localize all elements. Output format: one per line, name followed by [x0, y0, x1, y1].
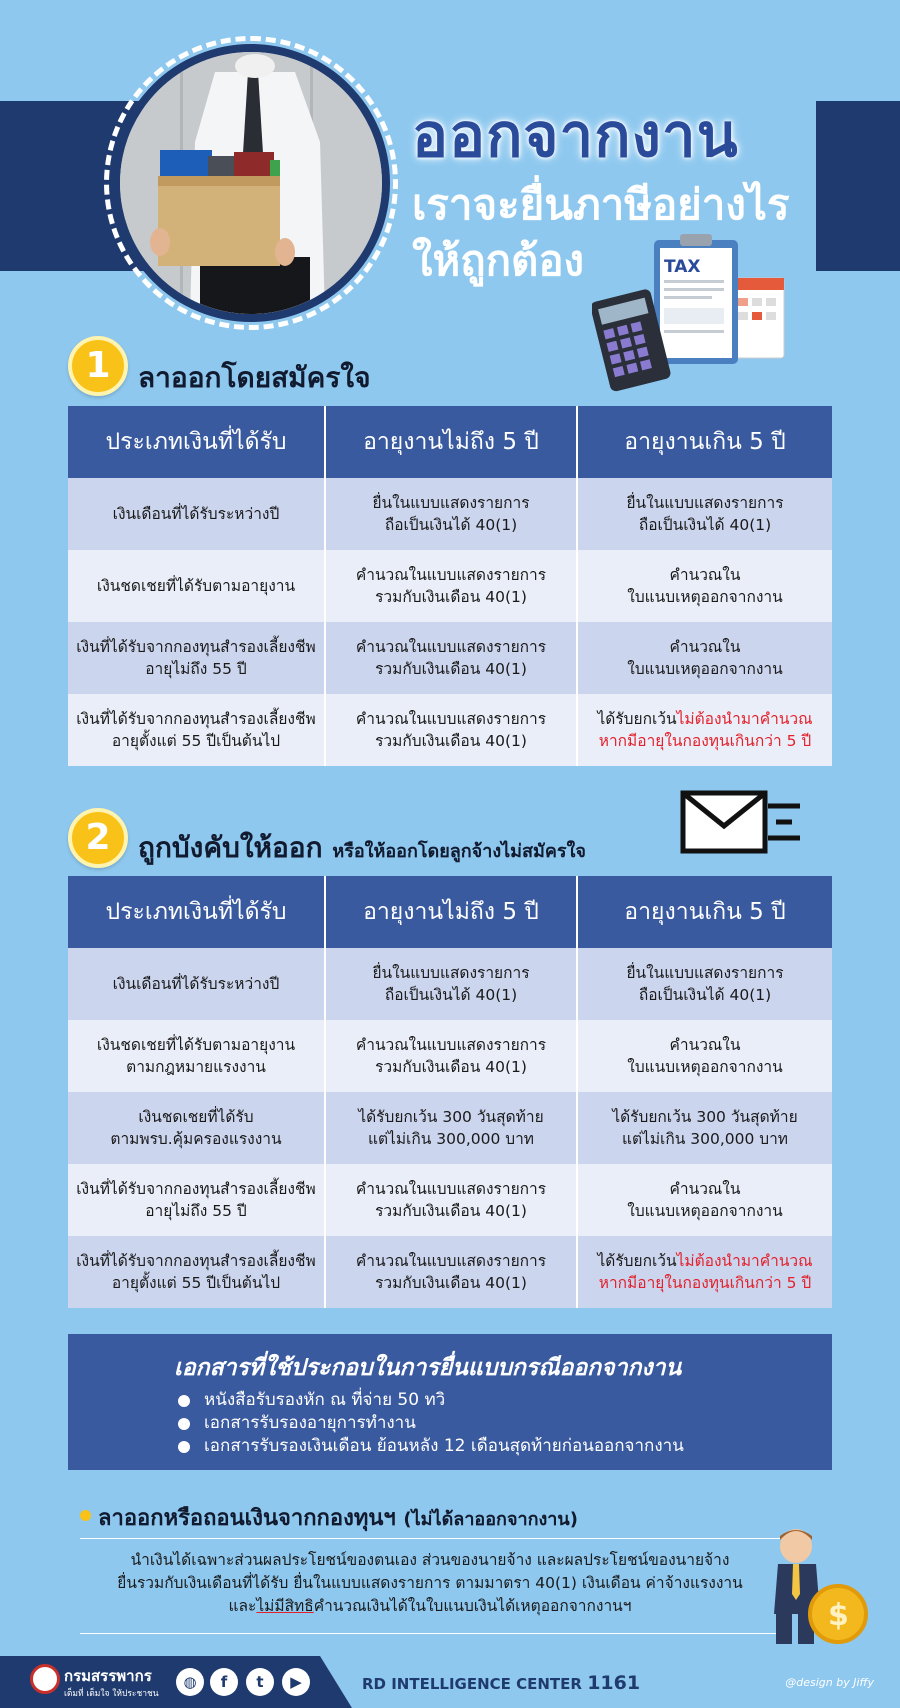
design-credit: @design by Jiffy: [785, 1676, 874, 1689]
table-row: [68, 694, 832, 766]
table-cell: คำนวณในแบบแสดงรายการ รวมกับเงินเดือน 40(1): [325, 550, 577, 622]
youtube-icon[interactable]: ▶: [282, 1668, 310, 1696]
list-item: เอกสารรับรองเงินเดือน ย้อนหลัง 12 เดือนสุดท้ายก่อนออกจากงาน: [178, 1435, 684, 1458]
note-box: [80, 1538, 780, 1634]
facebook-icon[interactable]: f: [210, 1668, 238, 1696]
section1-table: [68, 406, 832, 766]
table-cell: เงินชดเชยที่ได้รับตามอายุงาน: [68, 550, 325, 622]
table-row: [68, 550, 832, 622]
table-cell: ยื่นในแบบแสดงรายการ ถือเป็นเงินได้ 40(1): [325, 478, 577, 550]
table-row: [68, 1020, 832, 1092]
table-cell: เงินที่ได้รับจากกองทุนสำรองเลี้ยงชีพ อายุไม่ถึง 55 ปี: [68, 622, 325, 694]
table-row: [68, 948, 832, 1020]
table-cell: เงินชดเชยที่ได้รับตามอายุงาน ตามกฎหมายแรงงาน: [68, 1020, 325, 1092]
tax-documents-illustration: [592, 232, 792, 392]
table-cell: เงินที่ได้รับจากกองทุนสำรองเลี้ยงชีพ อายุตั้งแต่ 55 ปีเป็นต้นไป: [68, 694, 325, 766]
tax-label: TAX: [664, 257, 701, 277]
section1-title: ลาออกโดยสมัครใจ: [138, 361, 371, 394]
column-header: ประเภทเงินที่ได้รับ: [68, 406, 325, 478]
column-header: อายุงานเกิน 5 ปี: [577, 406, 832, 478]
column-header: อายุงานไม่ถึง 5 ปี: [325, 406, 577, 478]
table-cell: คำนวณในแบบแสดงรายการ รวมกับเงินเดือน 40(1): [325, 1020, 577, 1092]
section2-number-badge: 2: [68, 808, 128, 868]
table-cell: ยื่นในแบบแสดงรายการ ถือเป็นเงินได้ 40(1): [577, 478, 832, 550]
page-title: ออกจากงาน: [412, 101, 739, 171]
section1-number-badge: 1: [68, 336, 128, 396]
table-cell: เงินที่ได้รับจากกองทุนสำรองเลี้ยงชีพ อายุตั้งแต่ 55 ปีเป็นต้นไป: [68, 1236, 325, 1308]
section2-table: [68, 876, 832, 1308]
table-cell: เงินชดเชยที่ได้รับ ตามพรบ.คุ้มครองแรงงาน: [68, 1092, 325, 1164]
table-row: [68, 478, 832, 550]
column-header: ประเภทเงินที่ได้รับ: [68, 876, 325, 948]
table-cell: คำนวณในแบบแสดงรายการ รวมกับเงินเดือน 40(1): [325, 694, 577, 766]
table-cell: คำนวณในแบบแสดงรายการ รวมกับเงินเดือน 40(1): [325, 1164, 577, 1236]
website-globe-icon[interactable]: ◍: [176, 1668, 204, 1696]
hero-photo-ring: [104, 36, 398, 330]
documents-list: [178, 1389, 684, 1458]
note-text: นำเงินได้เฉพาะส่วนผลประโยชน์ของตนเอง ส่วนของนายจ้าง และผลประโยชน์ของนายจ้าง ยื่นรวมกับเงินเดือนที่ได้รับ ยื่นในแบบแสดงรายการ ตามมาตรา 40(1) เงินเดือน ค่าจ้างแรงงาน และไม่มีสิทธิคำนวณเงินได้ในใบแนบเงินได้เหตุออกจากงานฯ: [117, 1551, 743, 1615]
required-documents-box: [68, 1334, 832, 1470]
table-cell: คำนวณใน ใบแนบเหตุออกจากงาน: [577, 622, 832, 694]
table-cell: คำนวณใน ใบแนบเหตุออกจากงาน: [577, 1020, 832, 1092]
column-header: อายุงานเกิน 5 ปี: [577, 876, 832, 948]
list-item: หนังสือรับรองหัก ณ ที่จ่าย 50 ทวิ: [178, 1389, 684, 1412]
bullet-dot-icon: [80, 1510, 91, 1521]
table-cell: ยื่นในแบบแสดงรายการ ถือเป็นเงินได้ 40(1): [577, 948, 832, 1020]
table-cell: เงินเดือนที่ได้รับระหว่างปี: [68, 478, 325, 550]
footer-brand-name: กรมสรรพากร: [64, 1667, 152, 1685]
businessman-coin-illustration: [760, 1528, 876, 1650]
column-header: อายุงานไม่ถึง 5 ปี: [325, 876, 577, 948]
table-cell: เงินเดือนที่ได้รับระหว่างปี: [68, 948, 325, 1020]
note-title: ลาออกหรือถอนเงินจากกองทุนฯ (ไม่ได้ลาออกจากงาน): [98, 1506, 578, 1531]
table-row: [68, 1092, 832, 1164]
table-row: [68, 1164, 832, 1236]
footer-tagline: เต็มที่ เต็มใจ ให้ประชาชน: [64, 1689, 159, 1699]
list-item: เอกสารรับรองอายุการทำงาน: [178, 1412, 684, 1435]
table-cell: ยื่นในแบบแสดงรายการ ถือเป็นเงินได้ 40(1): [325, 948, 577, 1020]
table-cell: ได้รับยกเว้น 300 วันสุดท้าย แต่ไม่เกิน 300,000 บาท: [577, 1092, 832, 1164]
page-subtitle-line2: ให้ถูกต้อง: [412, 236, 585, 285]
documents-title: เอกสารที่ใช้ประกอบในการยื่นแบบกรณีออกจากงาน: [174, 1355, 682, 1381]
rd-intelligence-center: RD INTELLIGENCE CENTER 1161: [362, 1672, 641, 1694]
table-cell: คำนวณใน ใบแนบเหตุออกจากงาน: [577, 1164, 832, 1236]
table-cell: คำนวณใน ใบแนบเหตุออกจากงาน: [577, 550, 832, 622]
table-row: [68, 622, 832, 694]
table-cell: คำนวณในแบบแสดงรายการ รวมกับเงินเดือน 40(1): [325, 622, 577, 694]
page-subtitle-line1: เราจะยื่นภาษีอย่างไร: [412, 180, 790, 229]
table-cell: ได้รับยกเว้นไม่ต้องนำมาคำนวณ หากมีอายุในกองทุนเกินกว่า 5 ปี: [577, 1236, 832, 1308]
table-cell: เงินที่ได้รับจากกองทุนสำรองเลี้ยงชีพ อายุไม่ถึง 55 ปี: [68, 1164, 325, 1236]
svg-text:$: $: [828, 1598, 849, 1633]
table-row: [68, 1236, 832, 1308]
table-header-row: [68, 406, 832, 478]
table-header-row: [68, 876, 832, 948]
twitter-icon[interactable]: t: [246, 1668, 274, 1696]
table-cell: คำนวณในแบบแสดงรายการ รวมกับเงินเดือน 40(1): [325, 1236, 577, 1308]
table-cell: ได้รับยกเว้น 300 วันสุดท้าย แต่ไม่เกิน 300,000 บาท: [325, 1092, 577, 1164]
envelope-icon: [680, 790, 804, 856]
section2-title: ถูกบังคับให้ออก หรือให้ออกโดยลูกจ้างไม่สมัครใจ: [138, 831, 586, 864]
header-band-right: [816, 101, 900, 271]
revenue-department-logo: [30, 1664, 60, 1694]
table-cell: ได้รับยกเว้นไม่ต้องนำมาคำนวณ หากมีอายุในกองทุนเกินกว่า 5 ปี: [577, 694, 832, 766]
